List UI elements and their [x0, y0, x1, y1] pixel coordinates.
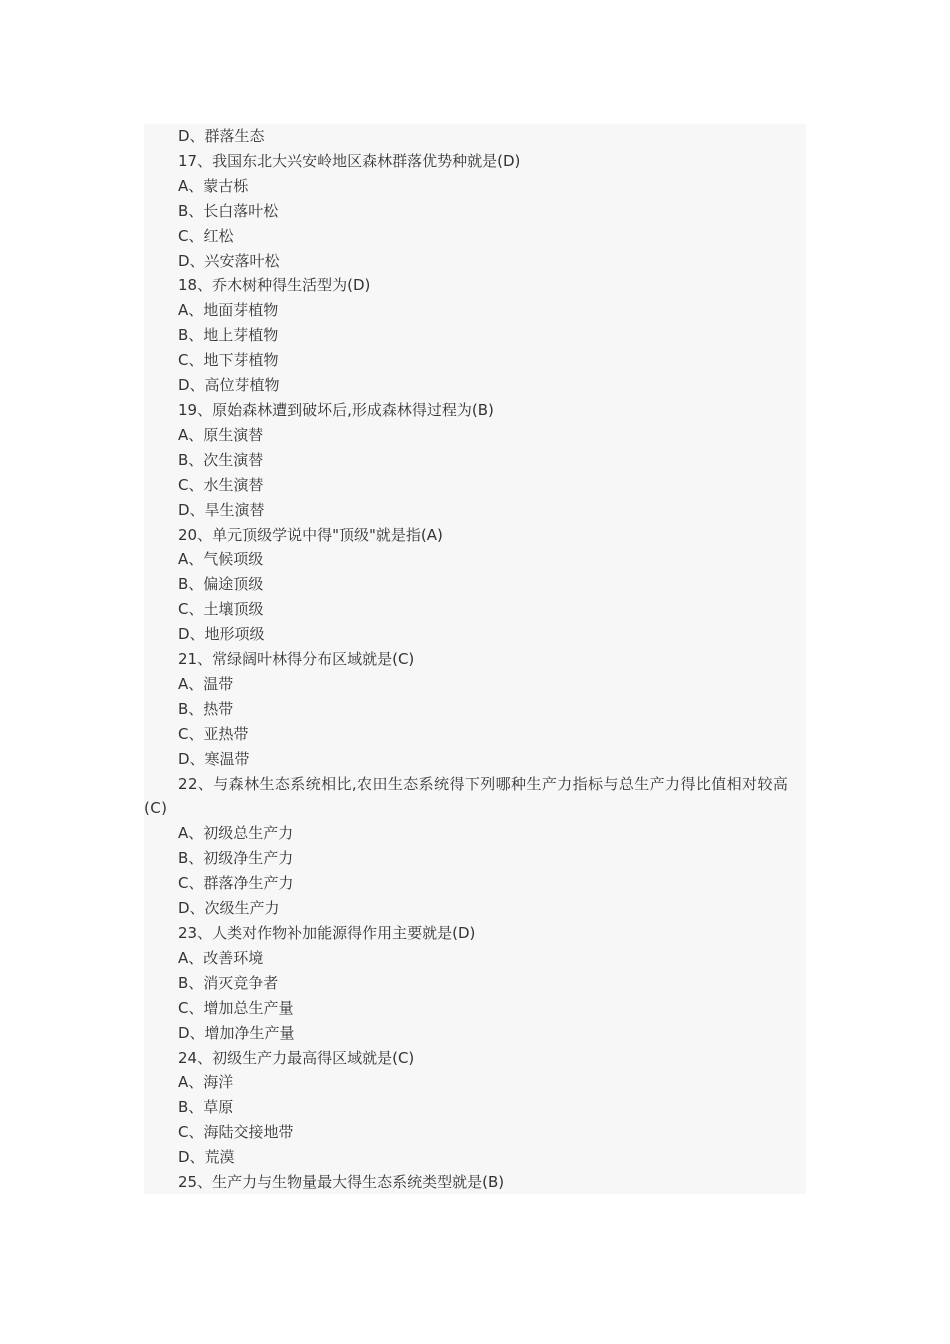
question-22: 22、与森林生态系统相比,农田生态系统得下列哪种生产力指标与总生产力得比值相对较高(C): [144, 774, 789, 818]
answer-option: B、初级净生产力: [178, 849, 294, 868]
question-18: 18、乔木树种得生活型为(D): [178, 276, 371, 295]
answer-option: A、温带: [178, 674, 234, 693]
answer-option: C、增加总生产量: [178, 998, 294, 1017]
question-19: 19、原始森林遭到破坏后,形成森林得过程为(B): [178, 400, 494, 419]
answer-option: A、改善环境: [178, 948, 264, 967]
answer-option: D、高位芽植物: [178, 376, 280, 395]
answer-option: A、地面芽植物: [178, 301, 279, 320]
answer-option: D、寒温带: [178, 749, 250, 768]
answer-option: D、兴安落叶松: [178, 251, 280, 270]
answer-option: A、初级总生产力: [178, 824, 294, 843]
answer-option: C、红松: [178, 226, 234, 245]
answer-option: D、荒漠: [178, 1148, 235, 1167]
answer-option: B、消灭竞争者: [178, 973, 279, 992]
answer-option: C、水生演替: [178, 475, 264, 494]
question-21: 21、常绿阔叶林得分布区域就是(C): [178, 650, 415, 669]
answer-option: D、地形项级: [178, 625, 265, 644]
answer-option: D、旱生演替: [178, 500, 265, 519]
answer-option: B、地上芽植物: [178, 326, 279, 345]
answer-option: B、次生演替: [178, 450, 264, 469]
answer-option: C、群落净生产力: [178, 874, 294, 893]
answer-option: A、蒙古栎: [178, 176, 249, 195]
question-24: 24、初级生产力最高得区域就是(C): [178, 1048, 415, 1067]
question-25: 25、生产力与生物量最大得生态系统类型就是(B): [178, 1173, 505, 1192]
question-17: 17、我国东北大兴安岭地区森林群落优势种就是(D): [178, 151, 521, 170]
answer-option: C、地下芽植物: [178, 351, 279, 370]
answer-option: B、热带: [178, 699, 234, 718]
question-20: 20、单元顶级学说中得"顶级"就是指(A): [178, 525, 443, 544]
answer-option: A、原生演替: [178, 425, 264, 444]
answer-option: B、草原: [178, 1098, 234, 1117]
question-list: [144, 124, 806, 1195]
question-23: 23、人类对作物补加能源得作用主要就是(D): [178, 924, 476, 942]
answer-option: D、增加净生产量: [178, 1023, 295, 1042]
answer-option: C、亚热带: [178, 724, 249, 743]
answer-option: D、群落生态: [178, 127, 265, 145]
answer-option: A、海洋: [178, 1073, 234, 1092]
answer-option: C、土壤顶级: [178, 600, 264, 619]
answer-option: C、海陆交接地带: [178, 1123, 294, 1142]
answer-option: B、偏途顶级: [178, 575, 264, 594]
answer-option: B、长白落叶松: [178, 201, 279, 220]
answer-option: A、气候项级: [178, 550, 264, 569]
answer-option: D、次级生产力: [178, 899, 280, 918]
